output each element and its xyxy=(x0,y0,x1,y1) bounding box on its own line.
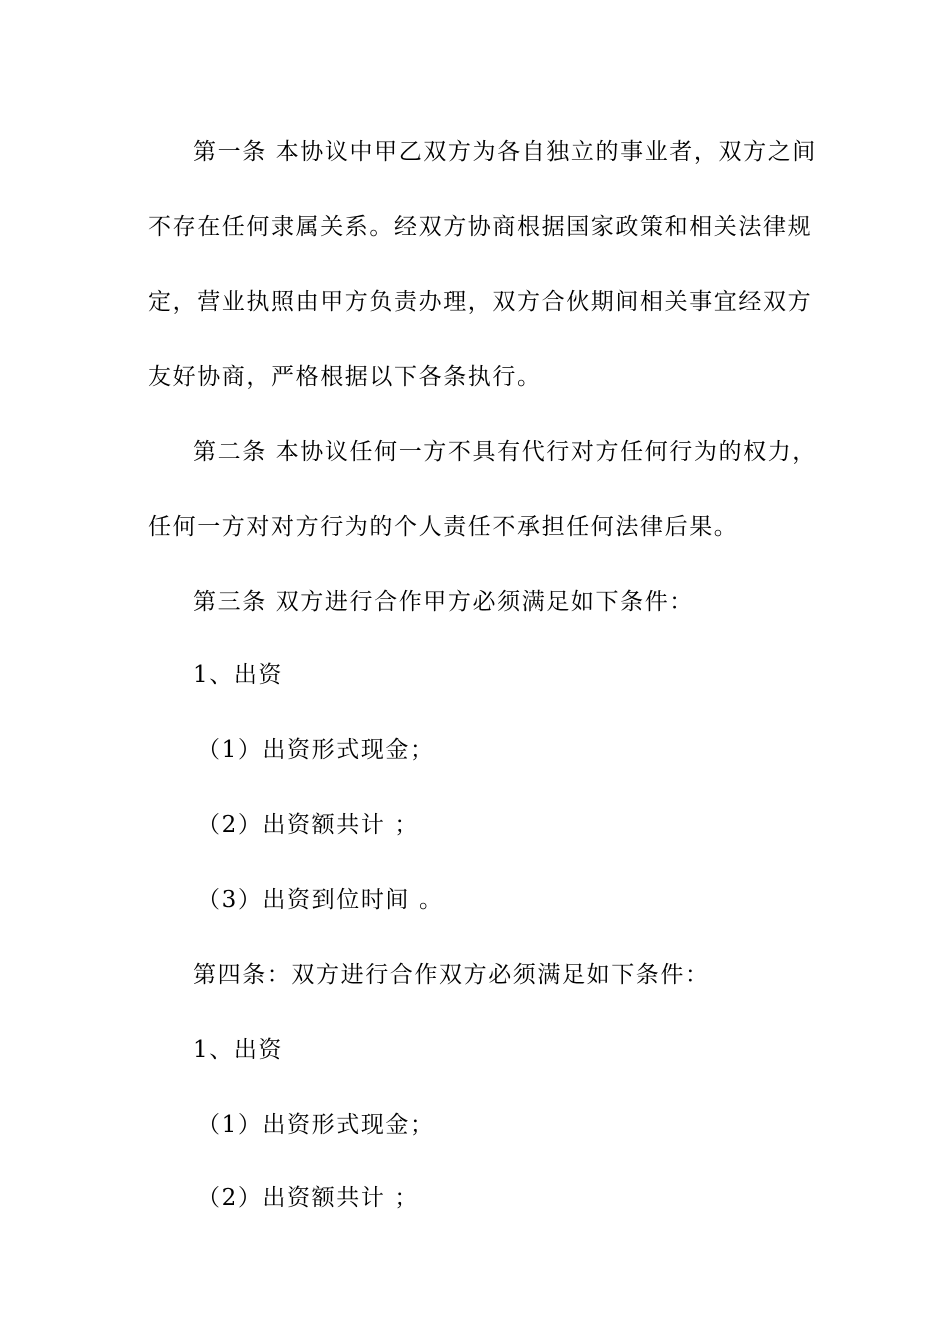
article-2-line-1: 第二条 本协议任何一方不具有代行对方任何行为的权力， xyxy=(193,439,817,465)
article-4-sub-item-1: （1）出资形式现金； xyxy=(197,1112,435,1138)
article-3-item-1: 1、出资 xyxy=(193,662,284,688)
article-4-sub-item-2: （2）出资额共计 ； xyxy=(197,1185,419,1211)
article-4-heading: 第四条：双方进行合作双方必须满足如下条件： xyxy=(193,962,710,988)
article-1-line-4: 友好协商，严格根据以下各条执行。 xyxy=(148,364,542,390)
article-1-line-1: 第一条 本协议中甲乙双方为各自独立的事业者，双方之间 xyxy=(193,139,817,165)
article-2-line-2: 任何一方对对方行为的个人责任不承担任何法律后果。 xyxy=(148,514,739,540)
article-1-line-2: 不存在任何隶属关系。经双方协商根据国家政策和相关法律规 xyxy=(148,214,813,240)
article-1-line-3: 定，营业执照由甲方负责办理，双方合伙期间相关事宜经双方 xyxy=(148,289,813,315)
article-3-sub-item-1: （1）出资形式现金； xyxy=(197,737,435,763)
article-3-sub-item-2: （2）出资额共计 ； xyxy=(197,812,419,838)
article-3-heading: 第三条 双方进行合作甲方必须满足如下条件： xyxy=(193,589,694,615)
article-4-item-1: 1、出资 xyxy=(193,1037,284,1063)
article-3-sub-item-3: （3）出资到位时间 。 xyxy=(197,887,444,913)
